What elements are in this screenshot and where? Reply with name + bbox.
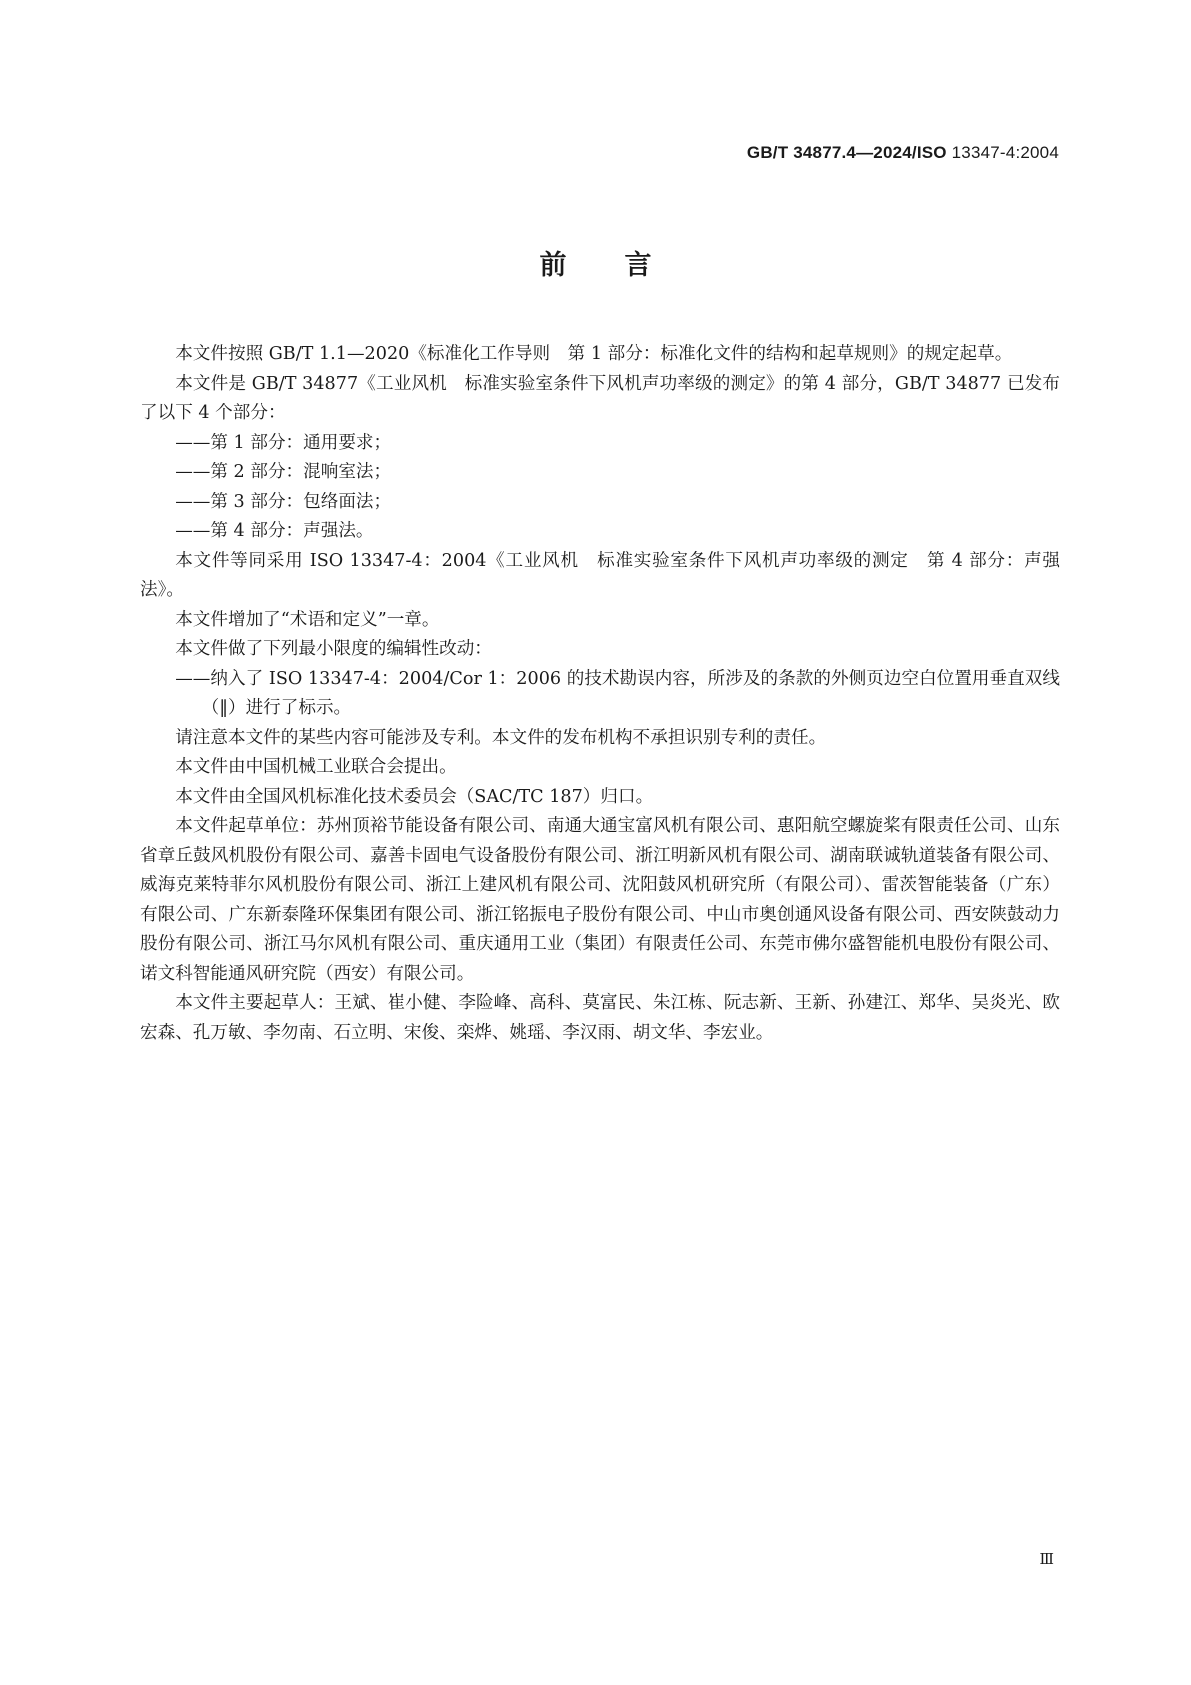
list-item: ——纳入了 ISO 13347-4：2004/Cor 1：2006 的技术勘误内容，所涉及的条款的外侧页边空白位置用垂直双线（‖）进行了标示。 [175,668,1060,718]
list-item: ——第 3 部分：包络面法； [175,491,392,512]
paragraph-part-info: 本文件是 GB/T 34877《工业风机 标准实验室条件下风机声功率级的测定》的第 4 部分，GB/T 34877 已发布了以下 4 个部分： [140,373,1060,423]
paragraph-drafting-units: 本文件起草单位：苏州顶裕节能设备有限公司、南通大通宝富风机有限公司、惠阳航空螺旋桨有限责任公司、山东省章丘鼓风机股份有限公司、嘉善卡固电气设备股份有限公司、浙江明新风机有限公司、湖南联诚轨道装备有限公司、威海克莱特菲尔风机股份有限公司、浙江上建风机有限公司、沈阳鼓风机研究所（有限公司）、雷茨智能装备（广东）有限公司、广东新泰隆环保集团有限公司、浙江铭振电子股份有限公司、中山市奥创通风设备有限公司、西安陕鼓动力股份有限公司、浙江马尔风机有限公司、重庆通用工业（集团）有限责任公司、东莞市佛尔盛智能机电股份有限公司、诺文科智能通风研究院（西安）有限公司。 [140,816,1060,984]
foreword-body [140,340,1060,1048]
paragraph-patent-notice: 请注意本文件的某些内容可能涉及专利。本文件的发布机构不承担识别专利的责任。 [175,727,827,748]
list-item: ——第 1 部分：通用要求； [175,432,392,453]
page-title: 前言 [539,250,710,281]
paragraph-editorial-changes: 本文件做了下列最小限度的编辑性改动： [175,639,492,659]
paragraph-committee: 本文件由全国风机标准化技术委员会（SAC/TC 187）归口。 [175,786,654,807]
document-code [747,143,1059,163]
paragraph-added-chapter: 本文件增加了“术语和定义”一章。 [175,609,440,630]
paragraph-proposer: 本文件由中国机械工业联合会提出。 [175,757,457,777]
paragraph-drafters: 本文件主要起草人：王斌、崔小健、李险峰、高科、莫富民、朱江栋、阮志新、王新、孙建江、郑华、吴炎光、欧宏森、孔万敏、李勿南、石立明、宋俊、栾烨、姚瑶、李汉雨、胡文华、李宏业。 [140,993,1060,1043]
document-code-tail: 13347-4:2004 [951,143,1059,162]
list-item: ——第 4 部分：声强法。 [175,521,374,541]
paragraph-adoption: 本文件等同采用 ISO 13347-4：2004《工业风机 标准实验室条件下风机声功率级的测定 第 4 部分：声强法》。 [140,550,1060,600]
paragraph-drafting-rules: 本文件按照 GB/T 1.1—2020《标准化工作导则 第 1 部分：标准化文件的结构和起草规则》的规定起草。 [175,344,1013,364]
document-code-main: GB/T 34877.4—2024/ISO [746,143,947,162]
page-number: Ⅲ [1039,1550,1054,1568]
list-item: ——第 2 部分：混响室法； [175,462,392,482]
